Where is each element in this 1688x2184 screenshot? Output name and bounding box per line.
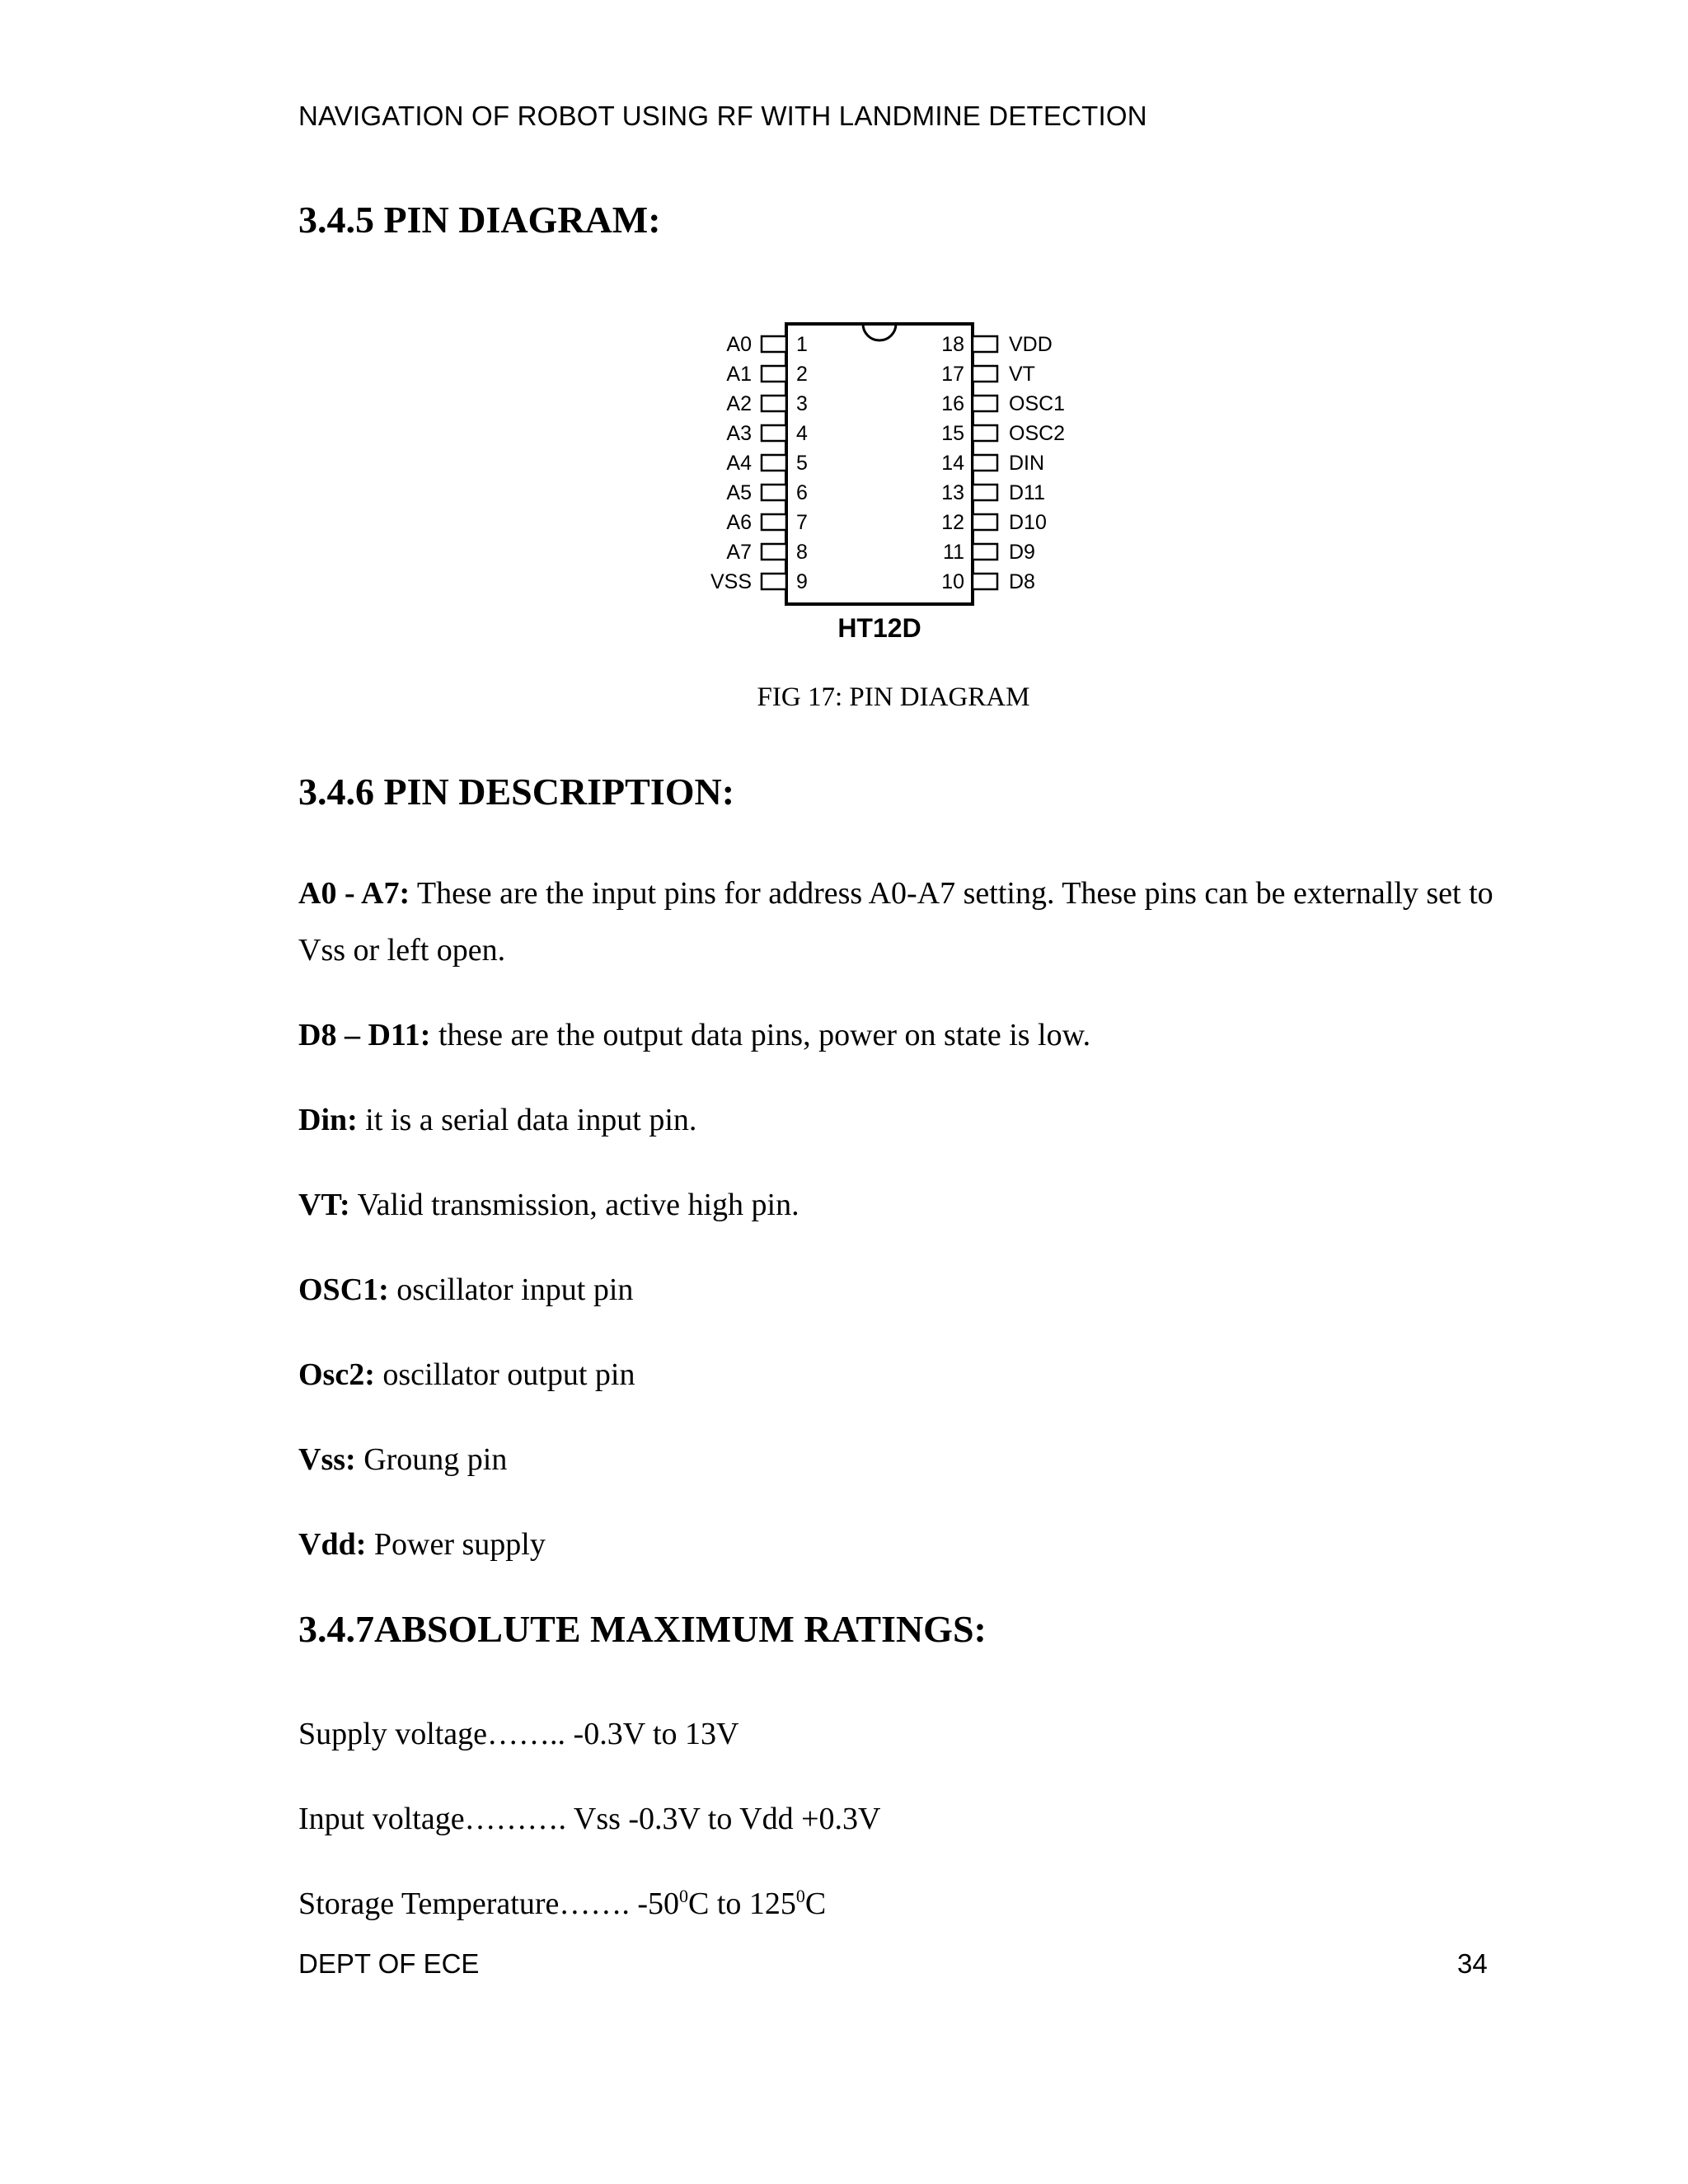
pin-label: A3 [726, 422, 752, 445]
pin-number: 11 [943, 541, 964, 564]
pin-number: 17 [941, 363, 964, 386]
pin-pad [973, 544, 997, 560]
pin-pad [762, 366, 786, 382]
superscript: 0 [795, 1886, 805, 1906]
desc-label: Vdd: [298, 1527, 367, 1562]
desc-text: Power supply [366, 1527, 546, 1562]
rating-text: Storage Temperature……. -50 [298, 1886, 679, 1921]
pin-pad [762, 485, 786, 500]
desc-text: Groung pin [355, 1442, 508, 1477]
desc-label: VT: [298, 1188, 350, 1222]
desc-text: oscillator input pin [388, 1272, 634, 1307]
pin-number: 8 [796, 541, 808, 564]
rating-input-voltage: Input voltage………. Vss -0.3V to Vdd +0.3V [298, 1802, 881, 1836]
desc-label: D8 – D11: [298, 1018, 431, 1052]
page-number: 34 [1457, 1948, 1488, 1979]
desc-din [298, 1092, 1502, 1149]
pin-pad [973, 485, 997, 500]
rating-text: C [804, 1886, 827, 1921]
desc-vdd [298, 1516, 1502, 1573]
pin-diagram-heading: 3.4.5 PIN DIAGRAM: [298, 199, 661, 241]
desc-vss [298, 1432, 1502, 1488]
desc-text: These are the input pins for address A0-A7 setting. These pins can be externally set to Vss or left open. [298, 876, 1493, 968]
ht12d-pin-diagram [676, 317, 1104, 647]
pin-pad [973, 336, 997, 352]
pin-number: 13 [941, 481, 964, 504]
pin-number: 4 [796, 422, 808, 445]
pin-pad [973, 514, 997, 530]
pin-pad [762, 396, 786, 411]
desc-label: Din: [298, 1103, 358, 1137]
pin-pad [973, 396, 997, 411]
desc-text: Valid transmission, active high pin. [349, 1188, 799, 1222]
desc-text: oscillator output pin [374, 1357, 635, 1392]
pin-label: VDD [1009, 333, 1053, 356]
pin-label: OSC2 [1009, 422, 1066, 445]
desc-text: it is a serial data input pin. [357, 1103, 697, 1137]
pin-description-heading: 3.4.6 PIN DESCRIPTION: [298, 771, 735, 813]
pin-label: A1 [726, 363, 752, 386]
pin-pad [762, 425, 786, 441]
desc-d8-d11 [298, 1007, 1502, 1064]
pin-number: 7 [796, 511, 808, 534]
superscript: 0 [679, 1886, 688, 1906]
pin-label: OSC1 [1009, 392, 1066, 415]
desc-label: OSC1: [298, 1272, 389, 1307]
abs-max-ratings-heading: 3.4.7ABSOLUTE MAXIMUM RATINGS: [298, 1608, 987, 1650]
pin-number: 3 [796, 392, 808, 415]
pin-number: 5 [796, 452, 808, 475]
pin-number: 12 [941, 511, 964, 534]
pin-pad [762, 455, 786, 471]
pin-label: VSS [710, 570, 752, 593]
chip-name: HT12D [837, 613, 921, 643]
footer-dept: DEPT OF ECE [298, 1948, 480, 1979]
pin-pad [762, 514, 786, 530]
pin-number: 18 [941, 333, 964, 356]
pin-label: DIN [1009, 452, 1045, 475]
pin-number: 14 [941, 452, 964, 475]
desc-osc2 [298, 1347, 1502, 1404]
desc-label: Vss: [298, 1442, 356, 1477]
pin-number: 1 [796, 333, 808, 356]
rating-storage-temperature [298, 1876, 1502, 1933]
rating-supply-voltage: Supply voltage…….. -0.3V to 13V [298, 1717, 739, 1751]
pin-label: D10 [1009, 511, 1047, 534]
pin-label: A0 [726, 333, 752, 356]
pin-pad [973, 366, 997, 382]
rating-text: C to 125 [688, 1886, 796, 1921]
page-header: NAVIGATION OF ROBOT USING RF WITH LANDMINE DETECTION [298, 101, 1147, 131]
pin-label: VT [1009, 363, 1035, 386]
desc-osc1 [298, 1262, 1502, 1319]
pin-label: A6 [726, 511, 752, 534]
pin-pad [762, 574, 786, 589]
pin-label: A4 [726, 452, 752, 475]
pin-pad [762, 544, 786, 560]
desc-label: A0 - A7: [298, 876, 410, 911]
desc-label: Osc2: [298, 1357, 375, 1392]
pin-pad [973, 455, 997, 471]
pin-label: A7 [726, 541, 752, 564]
pin-label: D8 [1009, 570, 1035, 593]
pin-number: 10 [941, 570, 964, 593]
pin-number: 9 [796, 570, 808, 593]
pin-label: A5 [726, 481, 752, 504]
figure-caption: FIG 17: PIN DIAGRAM [757, 682, 1030, 712]
pin-label: D11 [1009, 481, 1046, 504]
pin-pad [973, 574, 997, 589]
pin-pad [762, 336, 786, 352]
desc-a0-a7 [298, 865, 1502, 979]
pin-label: D9 [1009, 541, 1035, 564]
desc-text: these are the output data pins, power on state is low. [430, 1018, 1091, 1052]
pin-number: 15 [941, 422, 964, 445]
pin-label: A2 [726, 392, 752, 415]
pin-number: 2 [796, 363, 808, 386]
desc-vt [298, 1177, 1502, 1234]
pin-pad [973, 425, 997, 441]
pin-number: 6 [796, 481, 808, 504]
pin-number: 16 [941, 392, 964, 415]
